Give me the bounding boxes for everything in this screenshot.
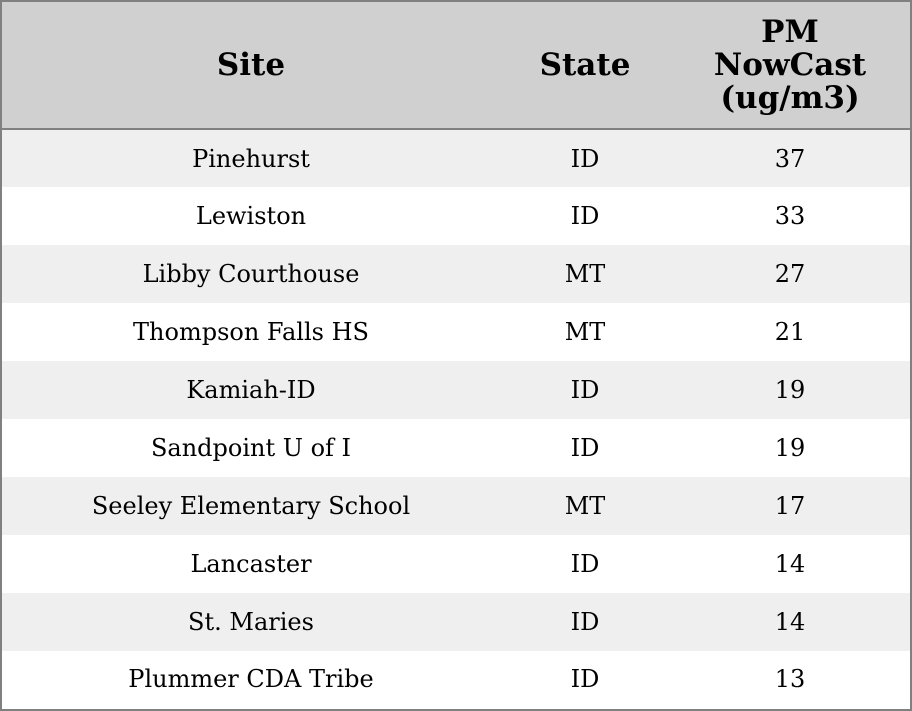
- cell-pm-nowcast: 14: [774, 608, 806, 636]
- cell-state: ID: [570, 665, 600, 693]
- column-header-pm-nowcast[interactable]: [670, 2, 910, 129]
- table-header-row: [2, 2, 910, 129]
- cell-site: St. Maries: [188, 608, 314, 636]
- table-row: [2, 303, 910, 361]
- cell-pm-nowcast: 21: [774, 318, 806, 346]
- cell-site: Seeley Elementary School: [91, 492, 411, 520]
- cell-state: ID: [570, 550, 600, 578]
- cell-site: Sandpoint U of I: [150, 434, 352, 462]
- cell-state: MT: [564, 318, 606, 346]
- column-header-state[interactable]: State: [500, 2, 670, 129]
- cell-site: Lancaster: [190, 550, 312, 578]
- cell-site: Kamiah-ID: [186, 376, 316, 404]
- table-row: [2, 535, 910, 593]
- cell-state: ID: [570, 376, 600, 404]
- table-body: [2, 129, 910, 707]
- cell-state: MT: [564, 492, 606, 520]
- cell-pm-nowcast: 13: [774, 665, 806, 693]
- cell-pm-nowcast: 33: [774, 202, 806, 230]
- table-row: [2, 593, 910, 651]
- table-row: [2, 419, 910, 477]
- cell-pm-nowcast: 19: [774, 434, 806, 462]
- cell-site: Pinehurst: [192, 144, 310, 173]
- cell-state: MT: [564, 260, 606, 288]
- table-row: [2, 477, 910, 535]
- cell-site: Lewiston: [195, 202, 307, 230]
- table-row: [2, 187, 910, 245]
- cell-pm-nowcast: 37: [774, 144, 806, 173]
- cell-pm-nowcast: 19: [774, 376, 806, 404]
- cell-state: ID: [570, 608, 600, 636]
- cell-state: ID: [570, 434, 600, 462]
- table-row: [2, 361, 910, 419]
- cell-site: Thompson Falls HS: [133, 318, 369, 346]
- cell-pm-nowcast: 14: [774, 550, 806, 578]
- cell-pm-nowcast: 17: [774, 492, 806, 520]
- table-row: [2, 245, 910, 303]
- cell-state: ID: [570, 144, 600, 173]
- table-row: [2, 129, 910, 187]
- pm-nowcast-table: [2, 2, 910, 707]
- cell-state: ID: [570, 202, 600, 230]
- cell-pm-nowcast: 27: [774, 260, 806, 288]
- column-header-site[interactable]: Site: [2, 2, 500, 129]
- table-row: [2, 651, 910, 707]
- cell-site: Libby Courthouse: [142, 260, 360, 288]
- column-header-pm-line-2: NowCast: [713, 46, 867, 83]
- column-header-pm-line-3: (ug/m3): [720, 79, 860, 116]
- cell-site: Plummer CDA Tribe: [128, 665, 374, 693]
- column-header-pm-line-1: PM: [761, 13, 819, 50]
